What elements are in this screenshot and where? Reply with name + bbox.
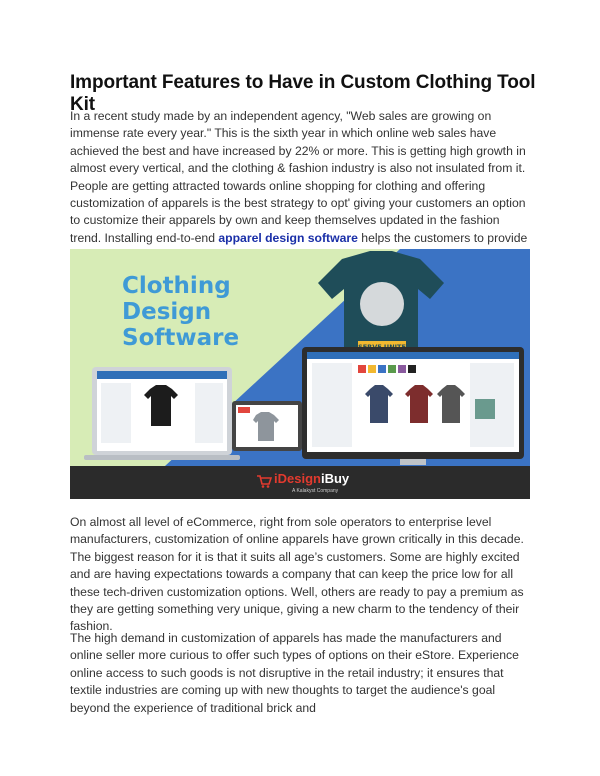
laptop-illustration bbox=[84, 367, 240, 460]
brand-logo bbox=[256, 470, 366, 498]
intro-text-before: In a recent study made by an independent agency, "Web sales are growing on immense rate every year." This is the sixth year in which online web sales have achieved the best and have increased by 22% or more. This is getting high growth in almost every vertical, and the clothing & fashion industry is also not insulated from it. People are getting attracted towards online shopping for clothing and offering customization of apparels is the best strategy to opt' giving your customers an option to customize their apparels by own and keep themselves updated in the fashion trend. Installing end-to-end bbox=[70, 109, 526, 245]
banner-title-line-1: Clothing bbox=[122, 273, 231, 299]
cart-icon bbox=[256, 473, 272, 489]
clothing-design-software-banner bbox=[70, 249, 530, 499]
monitor-illustration bbox=[302, 347, 524, 465]
brand-name-part-a: iDesign bbox=[274, 471, 321, 486]
brand-name-part-b: iBuy bbox=[320, 471, 350, 486]
intro-text-after: helps the customers to provide bbox=[361, 230, 528, 245]
banner-title bbox=[122, 273, 292, 351]
intro-paragraph bbox=[70, 108, 532, 265]
banner-title-line-2: Design bbox=[122, 299, 212, 325]
article-title: Important Features to Have in Custom Clothing Tool Kit bbox=[70, 72, 536, 115]
apparel-design-software-link[interactable]: apparel design software bbox=[218, 230, 358, 245]
paragraph-2: On almost all level of eCommerce, right from sole operators to enterprise level manufacturers, customization of online apparels have grown critically in this decade. The biggest reason for it is that it suits all age’s customers. Some are highly excited and are having expectations towards a company that can keep the price low for all these tech-driven customization options. Well, others are ready to pay a premium as they are getting something very unique, giving a new charm to the tendency of their fashion. bbox=[70, 515, 524, 634]
brand-tagline: A Kalakyst Company bbox=[292, 488, 339, 494]
brand-name bbox=[274, 471, 349, 486]
banner-title-line-3: Software bbox=[122, 325, 240, 351]
tablet-illustration bbox=[232, 401, 302, 451]
paragraph-3: The high demand in customization of apparels has made the manufacturers and online seller more curious to offer such types of options on their eStore. Experience online access to such goods is not disruptive in the retail industry; it ensures that textile industries are coming up with new thoughts to target the audience's goal beyond the experience of traditional brick and bbox=[70, 631, 519, 715]
